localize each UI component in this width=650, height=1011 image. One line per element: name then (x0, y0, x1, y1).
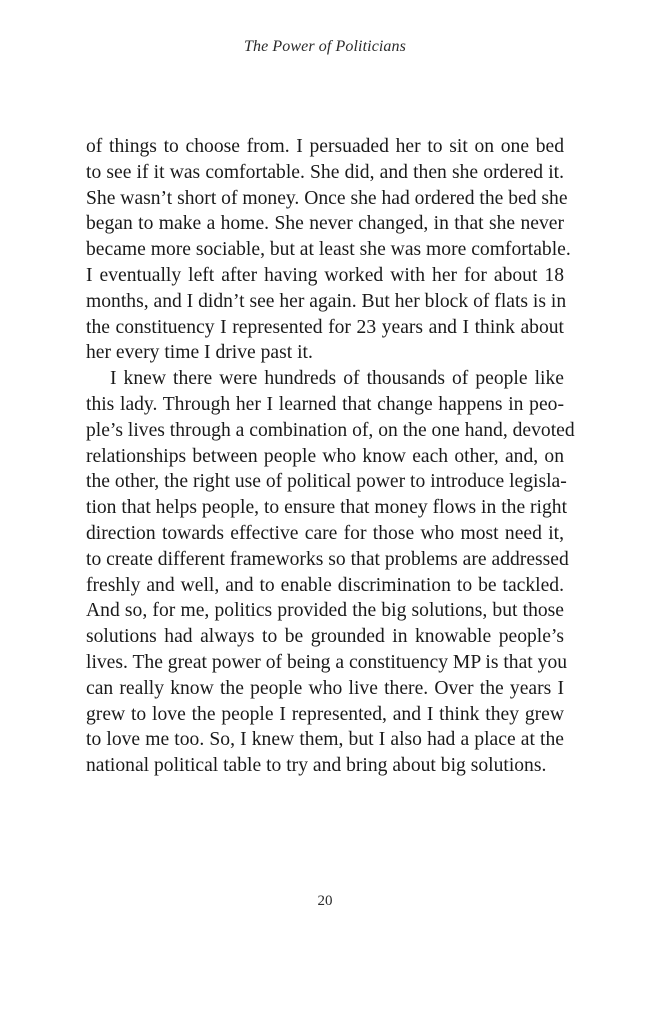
text-line: of things to choose from. I persuaded her to sit on one bed (86, 136, 564, 157)
text-line: months, and I didn’t see her again. But her block of flats is in (86, 290, 567, 312)
text-line: relationships between people who know each other, and, on (86, 445, 564, 467)
text-line: to see if it was comfortable. She did, and then she ordered it. (86, 161, 564, 183)
text-line: direction towards effective care for those who most need it, (86, 522, 564, 544)
text-line: can really know the people who live there. Over the years I (86, 677, 564, 699)
text-line: this lady. Through her I learned that change happens in peo- (86, 393, 564, 415)
paragraph-1 (86, 134, 571, 366)
text-line: grew to love the people I represented, and I think they grew (86, 703, 564, 725)
text-line: I knew there were hundreds of thousands of people like (110, 368, 564, 390)
text-line: solutions had always to be grounded in knowable people’s (86, 626, 564, 648)
text-line: national political table to try and bring about big solutions. (86, 755, 547, 777)
body-text (86, 134, 575, 779)
text-line: began to make a home. She never changed, in that she never (86, 213, 564, 235)
text-line: I eventually left after having worked with her for about 18 (86, 264, 564, 286)
text-line: And so, for me, politics provided the big solutions, but those (86, 600, 564, 622)
paragraph-2 (86, 366, 575, 779)
text-line: to create different frameworks so that problems are addressed (86, 548, 569, 570)
text-line: the constituency I represented for 23 years and I think about (86, 316, 564, 338)
text-line: She wasn’t short of money. Once she had ordered the bed she (86, 187, 568, 209)
text-line: freshly and well, and to enable discrimination to be tackled. (86, 574, 564, 596)
running-head: The Power of Politicians (244, 38, 406, 55)
text-line: became more sociable, but at least she was more comfortable. (86, 239, 571, 261)
text-line: to love me too. So, I knew them, but I also had a place at the (86, 729, 564, 751)
page-number: 20 (317, 893, 333, 909)
text-line: lives. The great power of being a constituency MP is that you (86, 651, 568, 673)
text-line: tion that helps people, to ensure that money flows in the right (86, 497, 568, 519)
text-line: the other, the right use of political power to introduce legisla- (86, 471, 567, 493)
text-line: her every time I drive past it. (86, 342, 313, 364)
text-line: ple’s lives through a combination of, on the one hand, devoted (86, 419, 575, 441)
